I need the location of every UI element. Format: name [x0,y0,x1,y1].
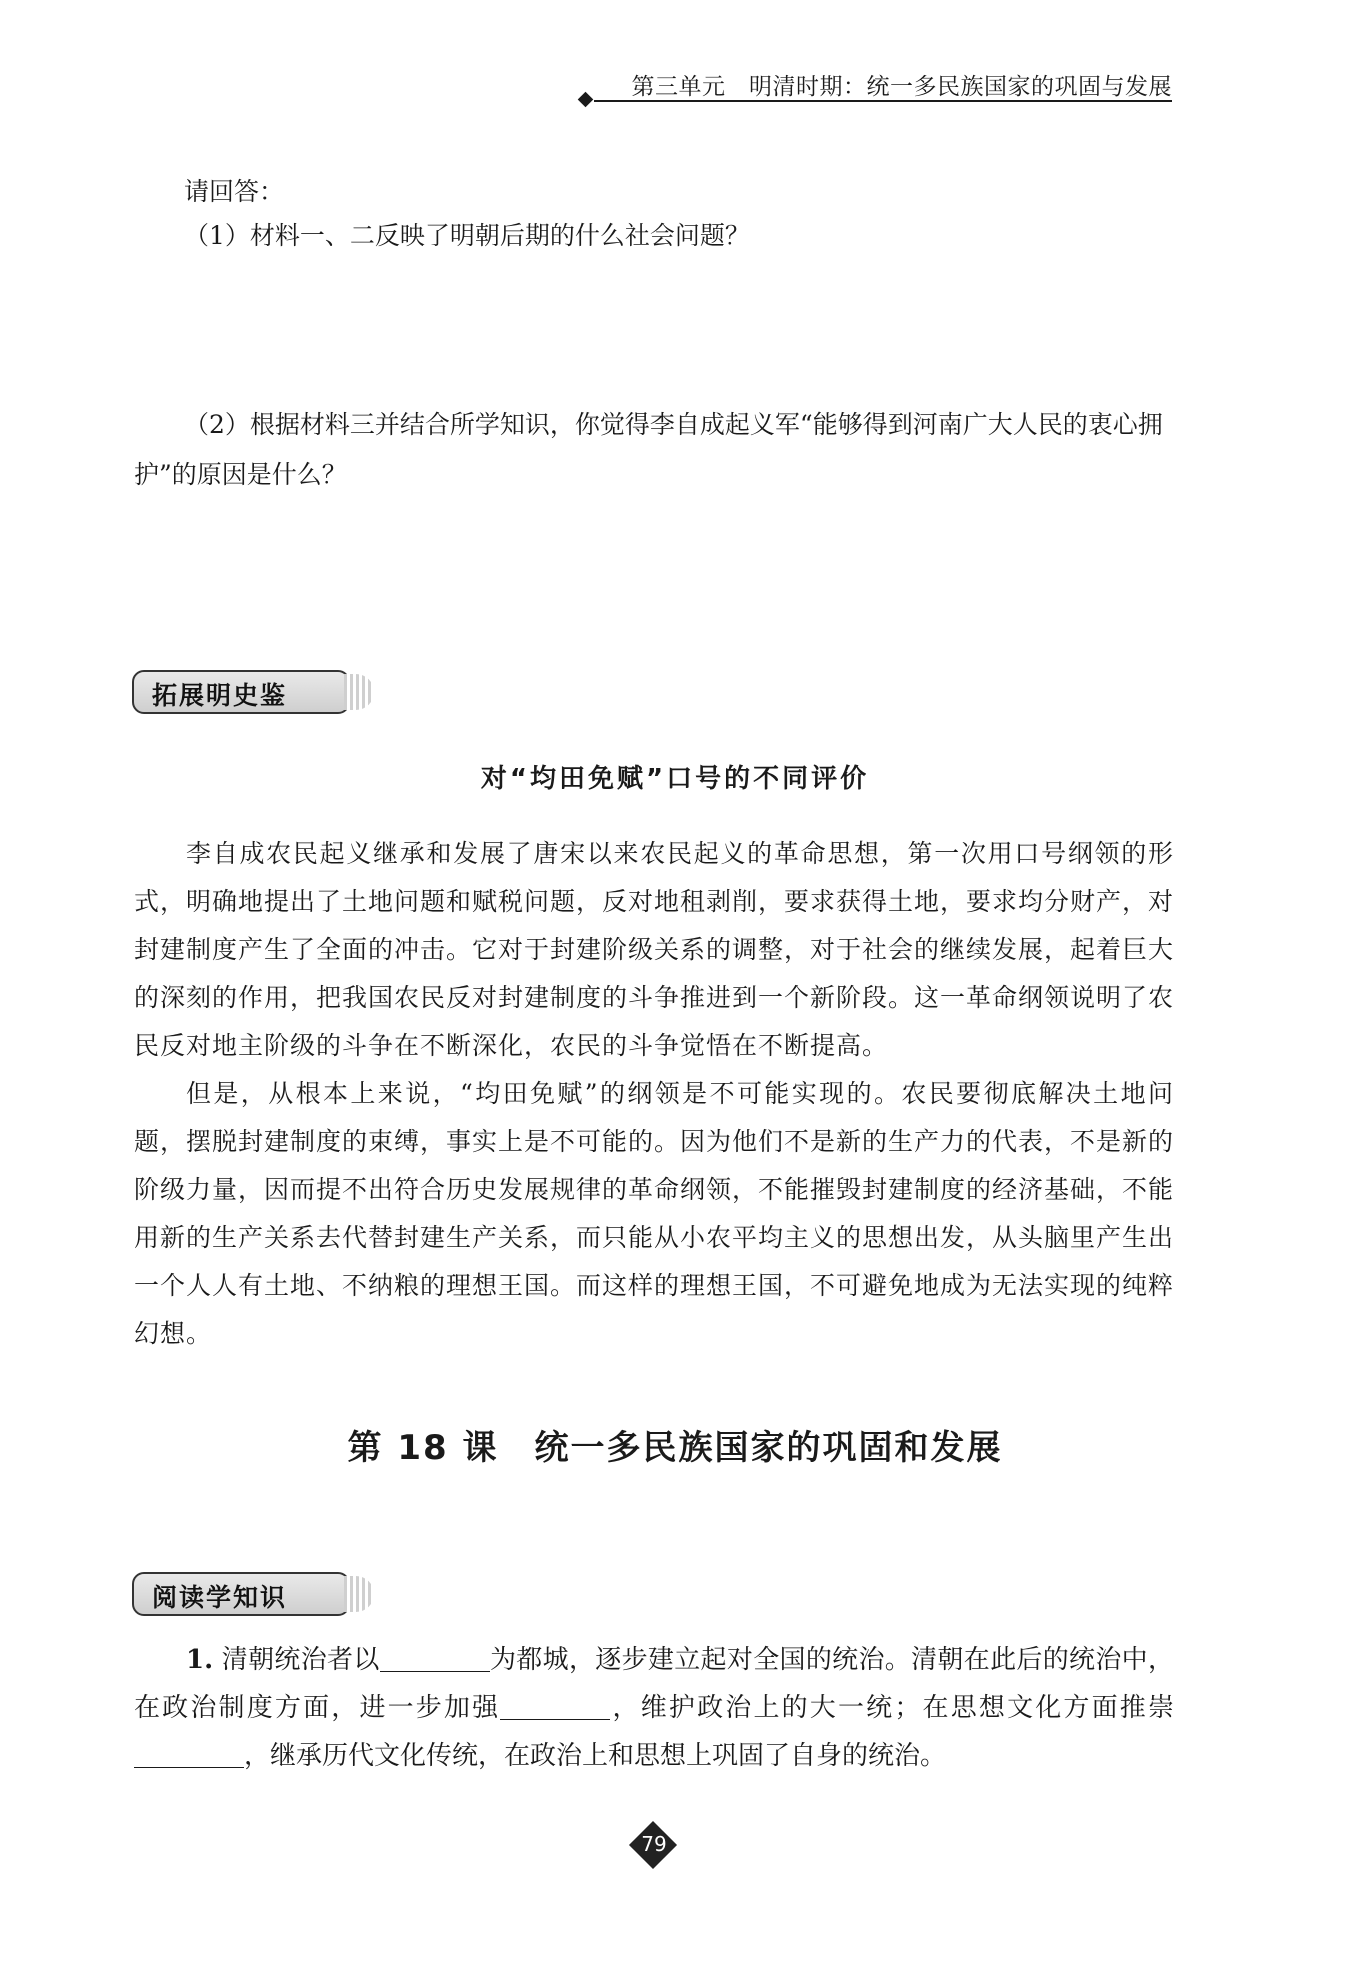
page-number-badge [630,1822,678,1870]
tag-stripes-decoration [344,674,374,710]
answer-blank[interactable] [500,1689,610,1720]
article-paragraph: 但是，从根本上来说，“均田免赋”的纲领是不可能实现的。农民要彻底解决土地问题，摆脱封建制度的束缚，事实上是不可能的。因为他们不是新的生产力的代表，不是新的阶级力量，因而提不出符合历史发展规律的革命纲领，不能摧毁封建制度的经济基础，不能用新的生产关系去代替封建生产关系，而只能从小农平均主义的思想出发，从头脑里产生出一个人人有土地、不纳粮的理想王国。而这样的理想王国，不可避免地成为无法实现的纯粹幻想。 [134,1079,1175,1348]
section-tag-reading [132,1572,350,1616]
diamond-bullet-icon [578,92,594,108]
question-1: （1）材料一、二反映了明朝后期的什么社会问题？ [184,221,750,250]
header-title: 第三单元 明清时期：统一多民族国家的巩固与发展 [631,74,1172,100]
section-tag-label: 阅读学知识 [152,1583,288,1612]
answer-blank[interactable] [134,1737,244,1768]
fill-in-question [134,1636,1174,1780]
page-number: 79 [641,1832,667,1856]
question-2: （2）根据材料三并结合所学知识，你觉得李自成起义军“能够得到河南广大人民的衷心拥护”的原因是什么？ [134,410,1163,489]
question-text: 清朝统治者以 [221,1645,380,1675]
section-tag-label: 拓展明史鉴 [152,681,288,710]
tag-stripes-decoration [344,1576,374,1612]
answer-blank[interactable] [380,1641,490,1672]
article-body [134,830,1174,1358]
lesson-title: 第 18 课 统一多民族国家的巩固和发展 [347,1428,1003,1468]
item-number: 1. [186,1645,214,1675]
questions-label: 请回答： [184,177,285,206]
article-paragraph: 李自成农民起义继承和发展了唐宋以来农民起义的革命思想，第一次用口号纲领的形式，明确地提出了土地问题和赋税问题，反对地租剥削，要求获得土地，要求均分财产，对封建制度产生了全面的冲击。它对于封建阶级关系的调整，对于社会的继续发展，起着巨大的深刻的作用，把我国农民反对封建制度的斗争推进到一个新阶段。这一革命纲领说明了农民反对地主阶级的斗争在不断深化，农民的斗争觉悟在不断提高。 [134,839,1175,1060]
running-header [580,64,1172,104]
question-text: ，继承历代文化传统，在政治上和思想上巩固了自身的统治。 [244,1741,947,1771]
article-title: 对“均田免赋”口号的不同评价 [480,764,870,794]
question-text: 为都城，逐步建立起对全国的统治。清朝在此后的统治中，在政治制度方面，进一步加强 [134,1645,1174,1723]
question-text: ，维护政治上的大一统；在思想文化方面推崇 [610,1693,1174,1723]
section-tag-extension [132,670,350,714]
